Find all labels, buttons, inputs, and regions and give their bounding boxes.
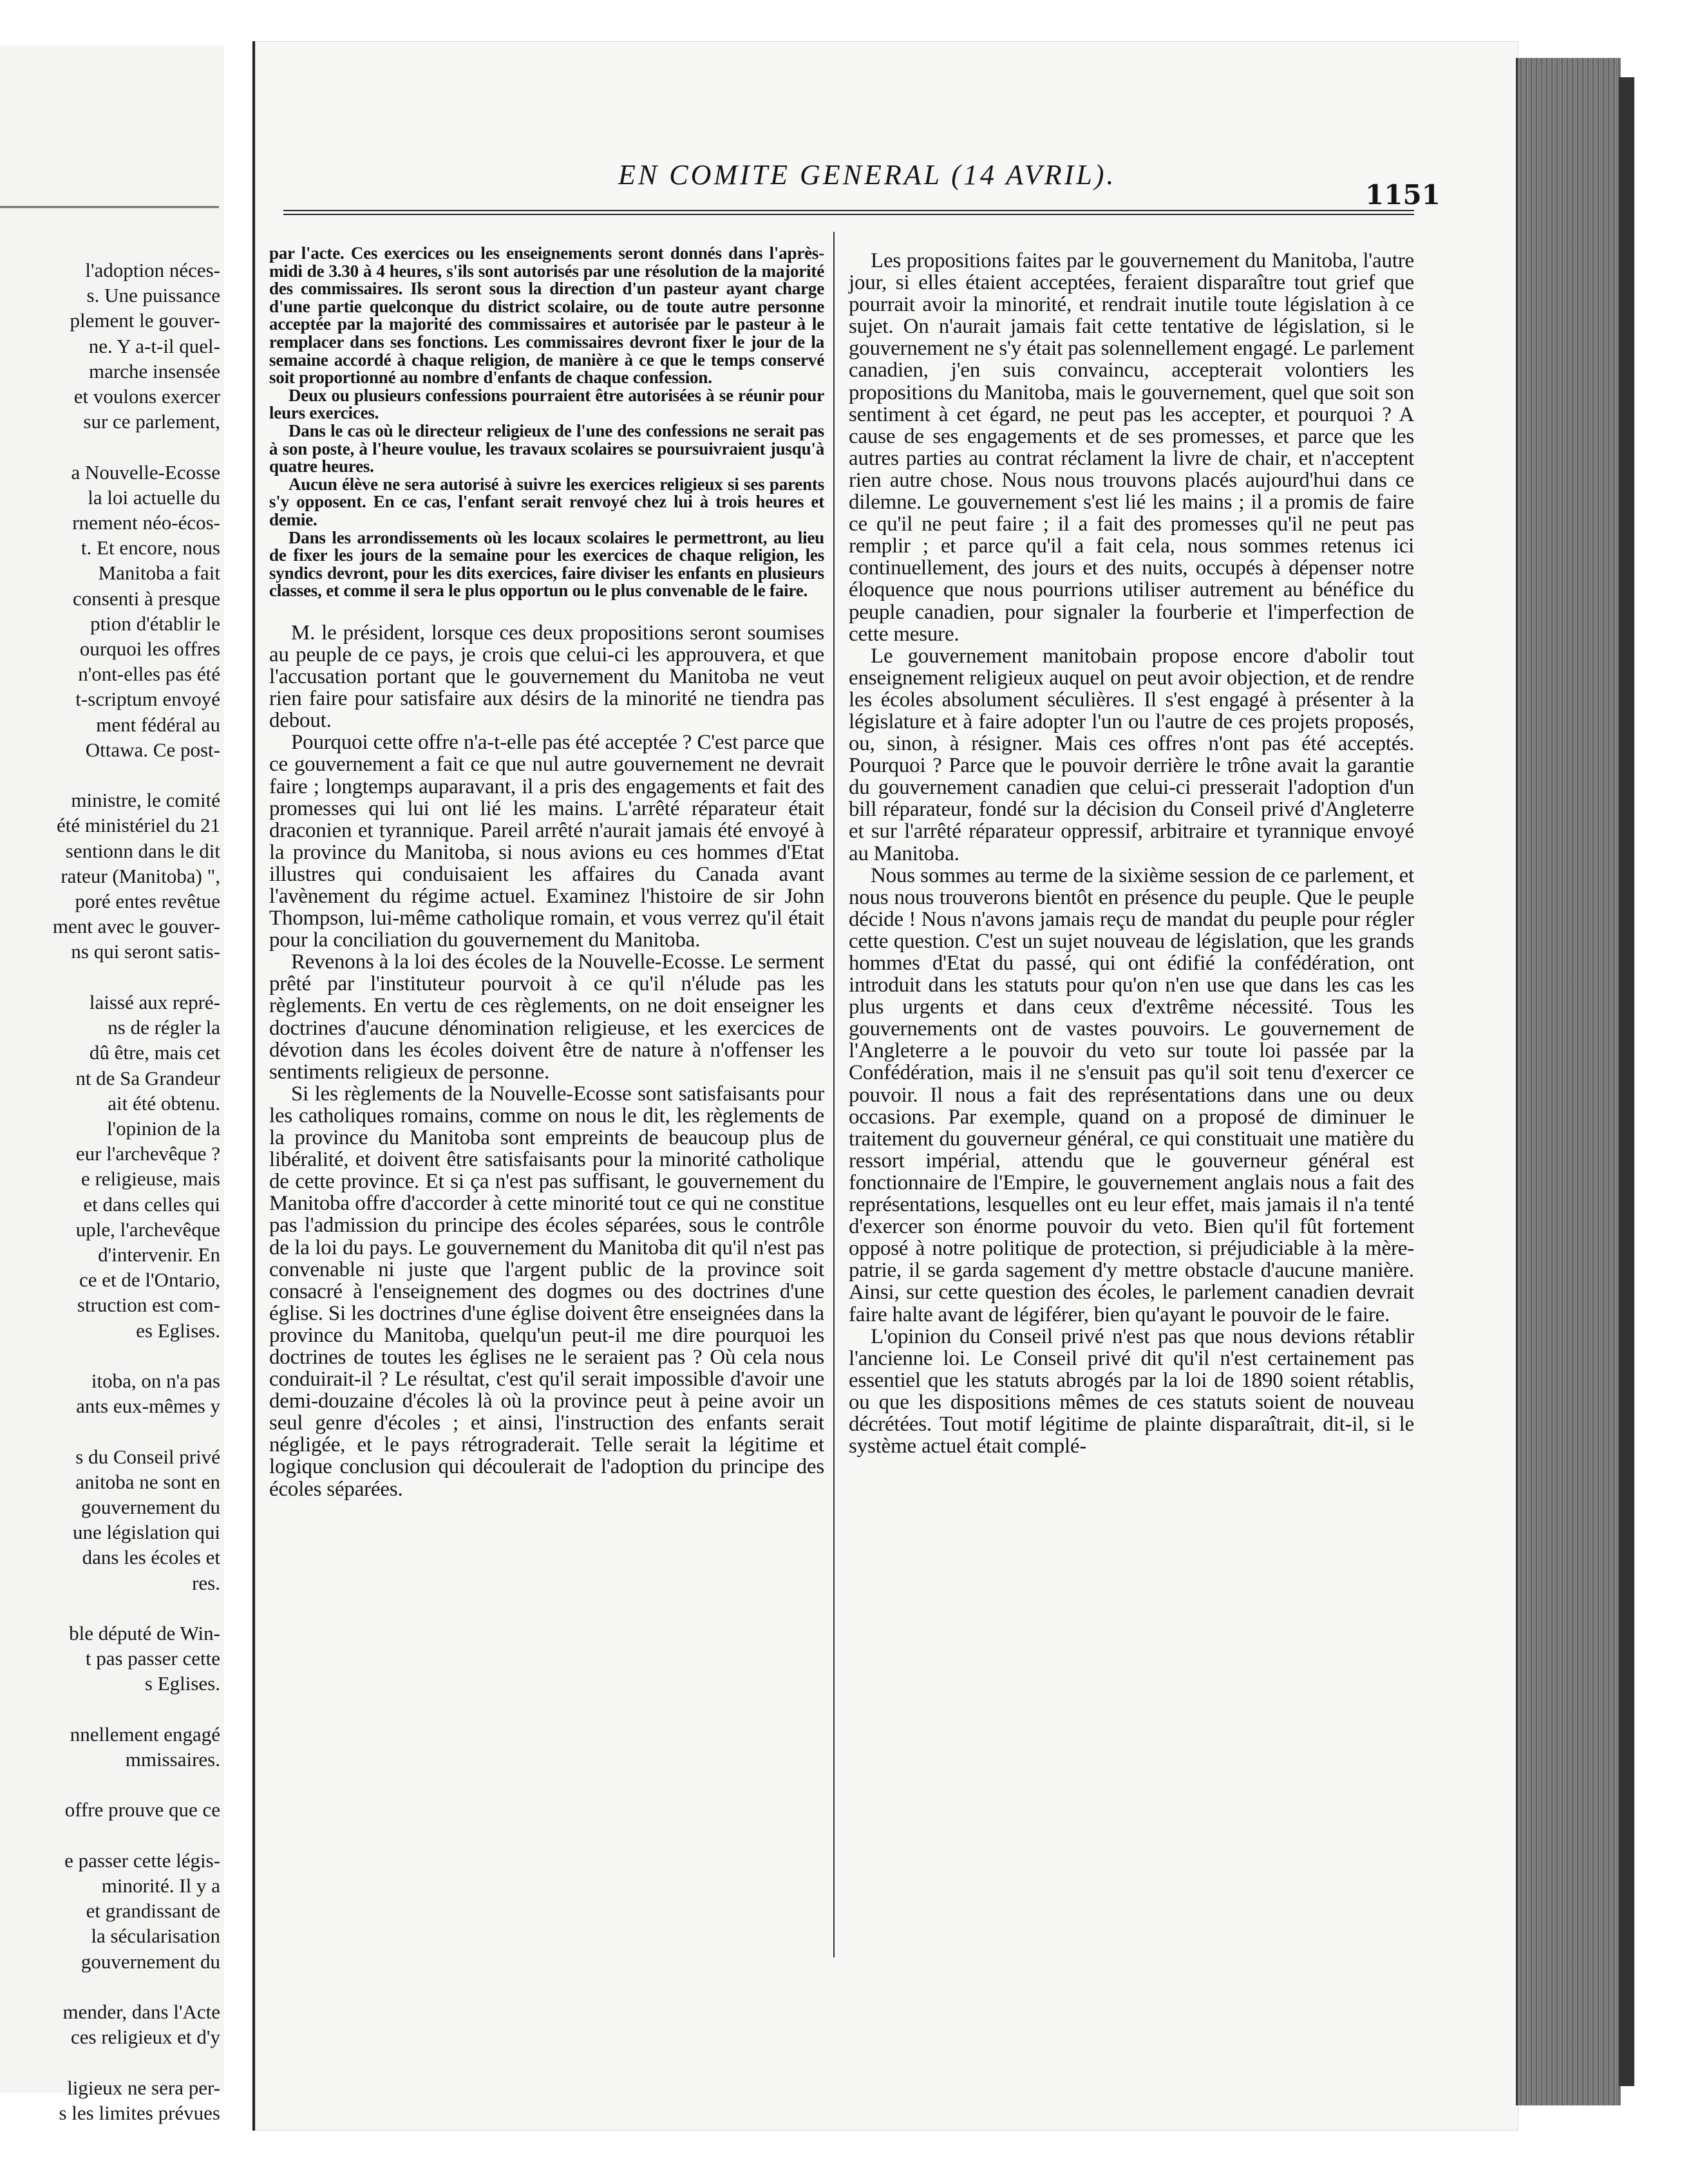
running-header-title: EN COMITE GENERAL (14 AVRIL).: [618, 159, 1117, 191]
quoted-regulation-note: par l'acte. Ces exercices ou les enseignements seront donnés dans l'après-midi de 3.30 à 4 heures, s'ils sont autorisés par une résolution de la majorité des commissaires. Ils seront sous la direction d'un pasteur ayant charge d'une partie quelconque du district scolaire, ou de toute autre personne acceptée par la majorité des commissaires et autorisée par le pasteur à le remplacer dans ses fonctions. Les commissaires devront fixer le jour de la semaine accordé à chaque religion, de manière à ce que le temps conservé soit proportionné au nombre d'enfants de chaque confession.: [269, 243, 824, 388]
body-paragraph: Si les règlements de la Nouvelle-Ecosse sont satisfaisants pour les catholiques romains, comme on nous le dit, les règlements de la province du Manitoba sont empreints de beaucoup plus de libéralité, et doivent être satisfaisants pour la minorité catholique de cette province. Et si ça n'est pas suffisant, le gouvernement du Manitoba offre d'accorder à cette minorité tout ce qui ne constitue pas l'admission du principe des écoles séparées, sous le contrôle de la loi du pays. Le gouvernement du Manitoba dit qu'il n'est pas convenable ni juste que l'argent public de la province soit consacré à l'enseignement des dogmes ou des doctrines d'une église. Si les doctrines d'une église doivent être enseignées dans la province du Manitoba, quelqu'un peut-il me dire pourquoi les doctrines de toutes les églises ne le seraient pas ? Où cela nous conduirait-il ? Le résultat, c'est qu'il serait impossible d'avoir une demi-douzaine d'écoles là où la province peut à peine avoir un seul genre d'écoles ; et ainsi, l'instruction des enfants serait négligée, et le pays rétrograderait. Telle serait la légitime et logique conclusion qui découlerait de l'adoption du principe des écoles séparées.: [269, 1082, 824, 1501]
body-paragraph: Le gouvernement manitobain propose encore d'abolir tout enseignement religieux auquel on peut avoir objection, et de rendre les écoles absolument séculières. Il s'est engagé à présenter à la législature et à faire adopter l'un ou l'autre de ces projets proposés, ou, sinon, à résigner. Mais ces offres n'ont pas été acceptés. Pourquoi ? Parce que le pouvoir derrière le trône avait la garantie du gouvernement canadien que celui-ci presserait l'adoption d'un bill réparateur, fondé sur la décision du Conseil privé d'Angleterre et sur l'arrêté réparateur oppressif, arbitraire et tyrannique envoyé au Manitoba.: [849, 644, 1414, 865]
body-paragraph: Nous sommes au terme de la sixième session de ce parlement, et nous nous trouverons bientôt en présence du peuple. Que le peuple décide ! Nous n'avons jamais reçu de mandat du peuple pour régler cette question. C'est un sujet nouveau de législation, que les grands hommes d'Etat du passé, qui ont édifié la confédération, ont introduit dans les statuts pour qu'on n'en use que dans les cas les plus urgents et dans ceux d'extrême nécessité. Tous les gouvernements ont de vastes pouvoirs. Le gouvernement de l'Angleterre a le pouvoir du veto sur toute loi passée par la Confédération, mais il ne s'ensuit pas qu'il soit tenu d'exercer ce pouvoir. Il nous a fait des représentations dans une ou deux occasions. Par exemple, quand on a proposé de diminuer le traitement du gouverneur général, ce qui constituait une matière du ressort impérial, attendu que le gouverneur général est fonctionnaire de l'Empire, le gouvernement anglais nous a fait des représentations, lesquelles ont eu leur effet, mais jamais il n'a tenté d'exercer son énorme pouvoir du veto. Bien qu'il fût fortement opposé à notre politique de protection, si préjudiciable à la mère-patrie, il se garda sagement d'y mettre obstacle d'aucune manière. Ainsi, sur cette question des écoles, le parlement canadien devrait faire halte avant de légiférer, bien qu'ayant le pouvoir de le faire.: [849, 863, 1414, 1326]
left-column: [269, 245, 824, 1500]
body-paragraph: Revenons à la loi des écoles de la Nouvelle-Ecosse. Le serment prêté par l'instituteur pourvoit à ce qu'il n'élude pas les règlements. En vertu de ces règlements, on ne doit enseigner les doctrines d'aucune dénomination religieuse, et les exercices de dévotion dans les écoles doivent être de nature à n'offenser les sentiments religieux de personne.: [269, 950, 824, 1084]
left-page-rule: [0, 206, 219, 208]
quoted-regulation-note: Dans le cas où le directeur religieux de l'une des confessions ne serait pas à son poste, à l'heure voulue, les travaux scolaires se poursuivraient jusqu'à quatre heures.: [269, 420, 824, 476]
column-divider: [833, 232, 835, 1957]
book-gutter: [224, 0, 251, 2184]
left-facing-page: [0, 45, 228, 2124]
quoted-regulation-note: Deux ou plusieurs confessions pourraient être autorisées à se réunir pour leurs exercices.: [269, 385, 824, 423]
page-edges: [1516, 58, 1621, 2105]
body-paragraph: M. le président, lorsque ces deux propositions seront soumises au peuple de ce pays, je crois que celui-ci les approuvera, et que l'accusation portant que le gouvernement du Manitoba ne veut rien faire pour satisfaire aux désirs de la minorité ne tiendra pas debout.: [269, 621, 824, 733]
quoted-regulation-note: Dans les arrondissements où les locaux scolaires le permettront, au lieu de fixer les jours de la semaine pour les exercices de chaque religion, les syndics devront, pour les dits exercices, faire diviser les enfants en plusieurs classes, et comme il sera le plus opportun ou le plus convenable de le faire.: [269, 527, 824, 601]
left-page-text-fragment: l'adoption néces- s. Une puissance plement le gouver- ne. Y a-t-il quel- marche insensée et voulons exercer sur ce parlement, a Nouvelle-Ecosse la loi actuelle du rnement néo-écos- t. Et encore, nous Manitoba a fait consenti à presque ption d'établir le ourquoi les offres n'ont-elles pas été t-scriptum envoyé ment fédéral au Ottawa. Ce post- ministre, le comité été ministériel du 21 sentionn dans le dit rateur (Manitoba) ", poré entes revêtue ment avec le gouver- ns qui seront satis- laissé aux repré- ns de régler la dû être, mais cet nt de Sa Grandeur ait été obtenu. l'opinion de la eur l'archevêque ? e religieuse, mais et dans celles qui uple, l'archevêque d'intervenir. En ce et de l'Ontario, struction est com- es Eglises. itoba, on n'a pas ants eux-mêmes y s du Conseil privé anitoba ne sont en gouvernement du une législation qui dans les écoles et res. ble député de Win- t pas passer cette s Eglises. nnellement engagé mmissaires. offre prouve que ce e passer cette légis- minorité. Il y a et grandissant de la sécularisation gouvernement du mender, dans l'Acte ces religieux et d'y ligieux ne sera per- s les limites prévues: [52, 259, 220, 2124]
body-paragraph: Pourquoi cette offre n'a-t-elle pas été acceptée ? C'est parce que ce gouvernement a fait ce que nul autre gouvernement ne devrait faire ; longtemps auparavant, il a pris des engagements et fait des promesses qui lui ont lié les mains. L'arrêté réparateur était draconien et tyrannique. Pareil arrêté n'aurait jamais été envoyé à la province du Manitoba, si nous avions eu ces hommes d'Etat illustres qui conduisaient les affaires du Canada avant l'avènement du régime actuel. Examinez l'histoire de sir John Thompson, lui-même catholique romain, et vous verrez qu'il était pour la conciliation du gouvernement du Manitoba.: [269, 731, 824, 952]
book-cover-edge: [1619, 77, 1634, 2086]
header-double-rule: [283, 210, 1414, 215]
quoted-regulation-note: Aucun élève ne sera autorisé à suivre les exercices religieux si ses parents s'y opposent. En ce cas, l'enfant serait renvoyé chez lui à trois heures et demie.: [269, 474, 824, 529]
page-number: 1151: [1365, 179, 1441, 211]
right-column: [849, 250, 1414, 1457]
body-paragraph: L'opinion du Conseil privé n'est pas que nous devions rétablir l'ancienne loi. Le Conseil privé dit qu'il n'est certainement pas essentiel que les statuts abrogés par la loi de 1890 soient rétablis, ou que les dispositions mêmes de ces statuts soient de nouveau décrétées. Tout motif légitime de plainte disparaîtrait, dit-il, si le système actuel était complé-: [849, 1324, 1414, 1458]
body-paragraph: Les propositions faites par le gouvernement du Manitoba, l'autre jour, si elles étaient acceptées, feraient disparaître tout grief que pourrait avoir la minorité, et rendrait inutile toute législation à ce sujet. On n'aurait jamais fait cette tentative de législation, si le gouvernement ne s'y était pas solennellement engagé. Le parlement canadien, j'en suis convaincu, accepterait volontiers les propositions du Manitoba, mais le gouvernement, quel que soit son sentiment à cet égard, ne peut pas les accepter, et pourquoi ? A cause de ses engagements et de ses promesses, et parce que les autres parties au contrat réclament la livre de chair, et n'acceptent rien autre chose. Nous nous trouvons placés aujourd'hui dans ce dilemne. Le gouvernement s'est lié les mains ; il a promis de faire ce qu'il ne peut faire ; il a fait des promesses qu'il ne peut pas remplir ; et parce qu'il a fait cela, nous sommes retenus ici continuellement, des jours et des nuits, occupés à dépenser notre éloquence que nous pourrions utiliser autrement au bénéfice du peuple canadien, pour signaler la fourberie et l'imperfection de cette mesure.: [849, 249, 1414, 646]
